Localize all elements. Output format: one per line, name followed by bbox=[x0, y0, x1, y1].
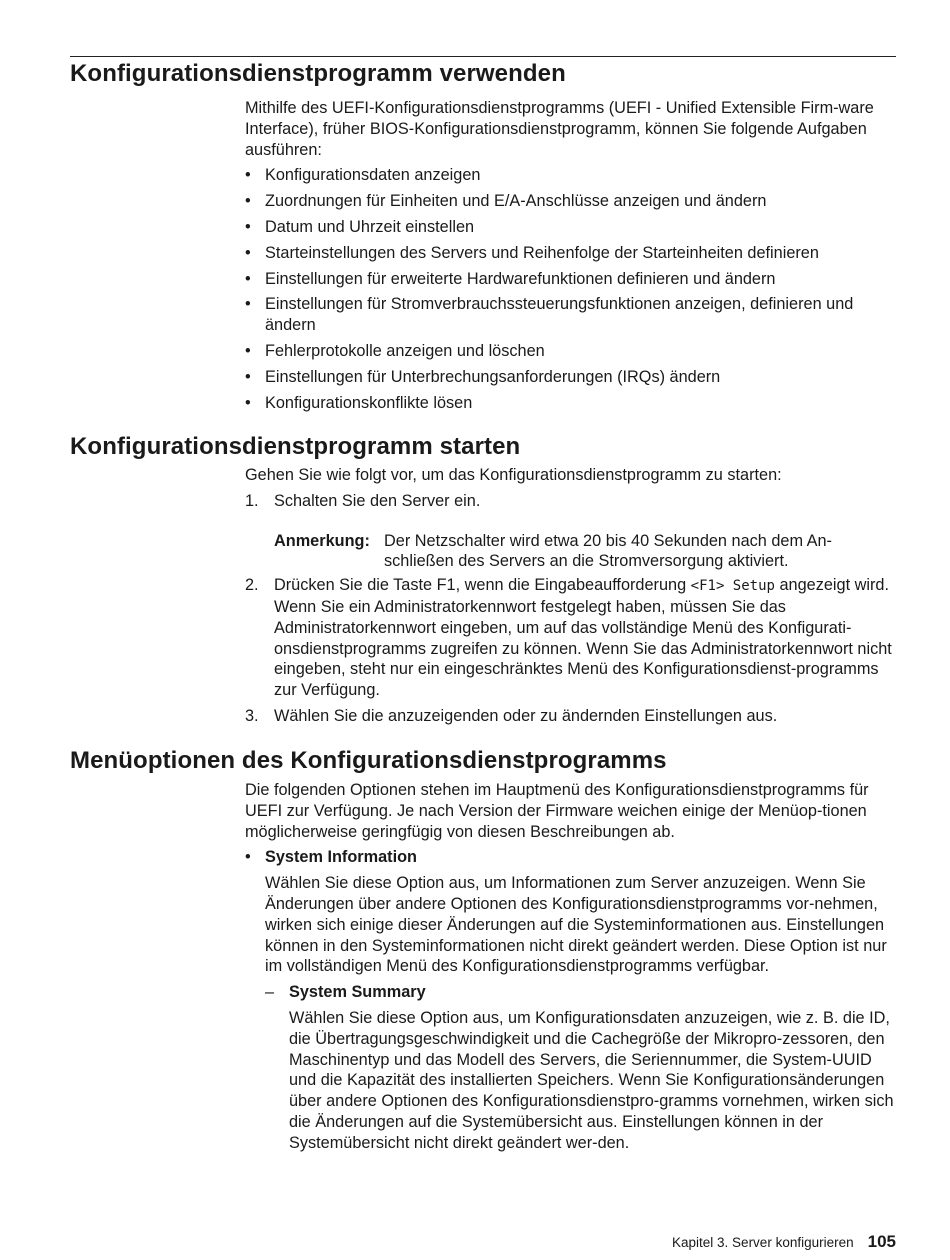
step-text-end: angezeigt wird. Wenn Sie ein Administratorkennwort festgelegt haben, müssen Sie das Administratorkennwort eingeben, um auf das vollständige Menü des Konfigurati-onsdienstprogramms zugreifen zu können. Wenn Sie das Administratorkennwort nicht eingeben, steht nur ein eingeschränktes Menü des Konfigurationsdienst-programms zur Verfügung. bbox=[274, 576, 892, 700]
intro-paragraph: Die folgenden Optionen stehen im Hauptmenü des Konfigurationsdienstprogramms für UEFI zur Verfügung. Je nach Version der Firmware weichen einige der Menüop-tionen möglicherweise geringfügig von diesen Beschreibungen ab. bbox=[245, 781, 869, 841]
step-text: Wählen Sie die anzuzeigenden oder zu ändernden Einstellungen aus. bbox=[274, 706, 778, 725]
top-rule bbox=[70, 56, 896, 57]
section-body-menueoptionen bbox=[245, 780, 897, 1154]
note-box bbox=[274, 531, 897, 573]
section-body-starten bbox=[245, 465, 897, 727]
section-body-verwenden bbox=[245, 98, 897, 413]
option-list bbox=[245, 847, 897, 1153]
list-item: • Starteinstellungen des Servers und Reihenfolge der Starteinheiten definieren bbox=[245, 243, 897, 264]
option-item bbox=[245, 847, 897, 1153]
section-heading-menueoptionen: Menüoptionen des Konfigurationsdienstprogramms bbox=[70, 747, 667, 774]
list-item: • Datum und Uhrzeit einstellen bbox=[245, 217, 897, 238]
step-number: 2. bbox=[245, 576, 259, 595]
list-item: • Einstellungen für erweiterte Hardwarefunktionen definieren und ändern bbox=[245, 269, 897, 290]
list-item: • Konfigurationskonflikte lösen bbox=[245, 393, 897, 414]
section-heading-verwenden: Konfigurationsdienstprogramm verwenden bbox=[70, 60, 566, 87]
list-item: • Fehlerprotokolle anzeigen und löschen bbox=[245, 341, 897, 362]
note-label: Anmerkung: bbox=[274, 531, 370, 550]
section-heading-starten: Konfigurationsdienstprogramm starten bbox=[70, 433, 521, 460]
step-item bbox=[245, 706, 897, 727]
step-text-start: Drücken Sie die Taste F1, wenn die Eingabeaufforderung bbox=[274, 576, 691, 595]
sub-option-item bbox=[265, 982, 897, 1153]
list-item: • Einstellungen für Stromverbrauchssteuerungsfunktionen anzeigen, definieren und ändern bbox=[245, 294, 897, 336]
list-item: • Konfigurationsdaten anzeigen bbox=[245, 165, 897, 186]
step-number: 3. bbox=[245, 706, 259, 725]
page-footer bbox=[672, 1232, 896, 1252]
note-text: Der Netzschalter wird etwa 20 bis 40 Sekunden nach dem An-schließen des Servers an die Stromversorgung aktiviert. bbox=[384, 531, 832, 571]
step-text: Schalten Sie den Server ein. bbox=[274, 491, 481, 510]
intro-paragraph: Mithilfe des UEFI-Konfigurationsdienstprogramms (UEFI - Unified Extensible Firm-ware Interface), früher BIOS-Konfigurationsdienstprogramm, können Sie folgende Aufgaben ausführen: bbox=[245, 99, 874, 159]
list-item: • Zuordnungen für Einheiten und E/A-Anschlüsse anzeigen und ändern bbox=[245, 191, 897, 212]
task-list bbox=[245, 165, 897, 413]
step-number: 1. bbox=[245, 491, 259, 510]
setup-prompt-code: <F1> Setup bbox=[690, 578, 775, 595]
sub-option-title: System Summary bbox=[289, 983, 426, 1002]
step-item bbox=[245, 491, 897, 572]
step-item bbox=[245, 575, 897, 701]
step-list bbox=[245, 491, 897, 727]
intro-paragraph: Gehen Sie wie folgt vor, um das Konfigurationsdienstprogramm zu starten: bbox=[245, 466, 782, 484]
dash-marker: – bbox=[265, 983, 275, 1002]
chapter-title: Kapitel 3. Server konfigurieren bbox=[672, 1235, 854, 1250]
page-number: 105 bbox=[867, 1232, 896, 1251]
sub-option-description: Wählen Sie diese Option aus, um Konfigurationsdaten anzuzeigen, wie z. B. die ID, die Übertragungsgeschwindigkeit und die Cachegröße der Mikropro-zessoren, den Maschinentyp und das Modell des Servers, die Seriennummer, die System-UUID und die Kapazität des installierten Speichers. Wenn Sie Konfigurationsänderungen über andere Optionen des Konfigurationsdienstpro-gramms vornehmen, wirken sich die Änderungen auf die Systemübersicht aus. Einstellungen können in der Systemübersicht nicht direkt geändert wer-den. bbox=[289, 1008, 894, 1152]
list-item: • Einstellungen für Unterbrechungsanforderungen (IRQs) ändern bbox=[245, 367, 897, 388]
option-description: Wählen Sie diese Option aus, um Informationen zum Server anzuzeigen. Wenn Sie Änderungen über andere Optionen des Konfigurationsdienstprogramms vor-nehmen, wirken sich einige dieser Änderungen auf die Systeminformationen aus. Einstellungen können in den Systeminformationen nicht direkt geändert werden. Diese Option ist nur im vollständigen Menü des Konfigurationsdienstprogramms verfügbar. bbox=[265, 874, 887, 976]
option-title: • System Information bbox=[265, 848, 417, 867]
